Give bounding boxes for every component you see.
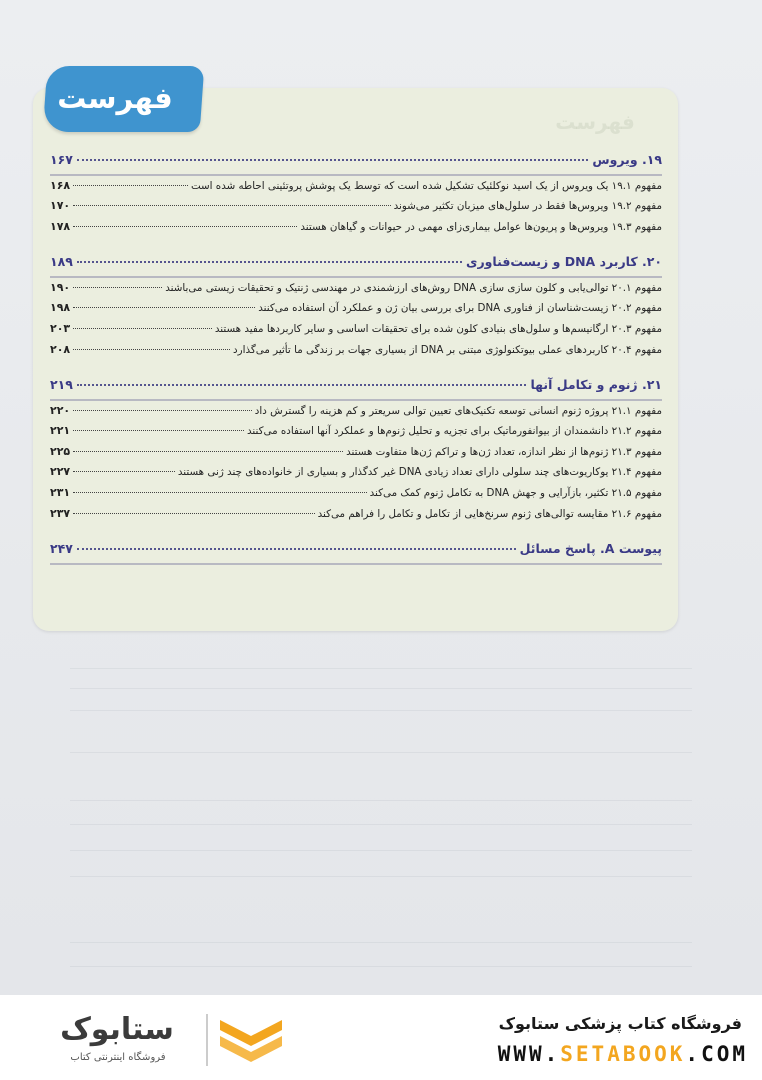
toc-entry[interactable] bbox=[50, 343, 662, 364]
entry-page-number: ۲۲۵ bbox=[50, 444, 71, 458]
url-prefix: WWW. bbox=[497, 1042, 561, 1066]
chapter-heading[interactable] bbox=[50, 541, 662, 561]
entry-title: مفهوم ۲۰.۲ زیست‌شناسان از فناوری DNA برای بررسی بیان ژن و عملکرد آن استفاده می‌کنند bbox=[258, 302, 662, 315]
entry-page-number: ۲۰۳ bbox=[50, 321, 71, 335]
entry-page-number: ۱۹۸ bbox=[50, 301, 71, 315]
chapter-gap bbox=[50, 363, 662, 373]
toc-entry[interactable] bbox=[50, 199, 662, 220]
store-logo[interactable] bbox=[28, 1010, 290, 1072]
entry-title: مفهوم ۲۰.۱ توالی‌یابی و کلون سازی سازی DNA روش‌های ارزشمندی در مهندسی ژنتیک و تحقیقات زیستی می‌باشند bbox=[165, 281, 662, 294]
chapter-divider bbox=[50, 276, 662, 278]
toc-title: فهرست bbox=[57, 81, 173, 115]
toc-watermark-title: فهرست bbox=[555, 110, 635, 134]
chapter-page-number: ۱۶۷ bbox=[50, 152, 73, 167]
toc-entry[interactable] bbox=[50, 486, 662, 507]
dot-leader bbox=[73, 328, 212, 329]
chapter-page-number: ۱۸۹ bbox=[50, 254, 73, 270]
entry-page-number: ۱۷۸ bbox=[50, 219, 71, 233]
entry-title: مفهوم ۲۰.۳ ارگانیسم‌ها و سلول‌های بنیادی کلون شده برای تحقیقات اساسی و سایر کاربردها مفید هستند bbox=[214, 322, 662, 335]
chapter-gap bbox=[50, 240, 662, 250]
chapter-divider bbox=[50, 563, 662, 565]
entry-title: مفهوم ۲۱.۳ ژنوم‌ها از نظر اندازه، تعداد ژن‌ها و تراکم ژن‌ها متفاوت هستند bbox=[346, 445, 662, 458]
chapter-title: ۱۹. ویروس bbox=[592, 152, 662, 167]
chapter-title: پیوست A. پاسخ مسائل bbox=[519, 541, 662, 557]
toc-entry[interactable] bbox=[50, 322, 662, 343]
entry-page-number: ۲۲۰ bbox=[50, 403, 71, 417]
url-suffix: .COM bbox=[685, 1042, 748, 1066]
entry-title: مفهوم ۱۹.۳ ویروس‌ها و پریون‌ها عوامل بیماری‌زای مهمی در حیوانات و گیاهان هستند bbox=[300, 220, 662, 233]
store-url-link[interactable] bbox=[498, 1042, 748, 1066]
toc-entry[interactable] bbox=[50, 465, 662, 486]
toc-entry[interactable] bbox=[50, 445, 662, 466]
dot-leader bbox=[73, 205, 390, 206]
logo-wordmark: ستابوک bbox=[60, 1012, 174, 1047]
toc-entry[interactable] bbox=[50, 281, 662, 302]
chapter-title: ۲۱. ژنوم و تکامل آنها bbox=[530, 377, 662, 393]
entry-title: مفهوم ۲۱.۲ دانشمندان از بیوانفورماتیک برای تجزیه و تحلیل ژنوم‌ها و عملکرد آنها استفاده می‌کنند bbox=[247, 425, 662, 438]
store-name: فروشگاه کتاب پزشکی ستابوک bbox=[498, 1014, 742, 1033]
chapter-heading[interactable] bbox=[50, 254, 662, 274]
chapter-divider bbox=[50, 174, 662, 176]
toc-entry[interactable] bbox=[50, 424, 662, 445]
chapter-page-number: ۲۴۷ bbox=[50, 541, 73, 557]
entry-page-number: ۱۹۰ bbox=[50, 280, 71, 294]
dot-leader bbox=[73, 307, 255, 308]
toc-list bbox=[50, 148, 662, 568]
dot-leader bbox=[73, 471, 175, 472]
dot-leader bbox=[77, 384, 527, 386]
chapter-title: ۲۰. کاربرد DNA و زیست‌فناوری bbox=[466, 254, 662, 270]
entry-page-number: ۲۰۸ bbox=[50, 342, 71, 356]
dot-leader bbox=[73, 185, 188, 186]
toc-entry[interactable] bbox=[50, 404, 662, 425]
toc-entry[interactable] bbox=[50, 507, 662, 528]
dot-leader bbox=[73, 430, 244, 431]
entry-title: مفهوم ۱۹.۱ یک ویروس از یک اسید نوکلئیک تشکیل شده است که توسط یک پوشش پروتئینی احاطه شده است bbox=[190, 179, 662, 192]
entry-page-number: ۲۲۱ bbox=[50, 424, 71, 438]
logo-subtitle: فروشگاه اینترنتی کتاب bbox=[70, 1052, 166, 1063]
logo-divider bbox=[206, 1014, 208, 1066]
dot-leader bbox=[73, 349, 230, 350]
entry-title: مفهوم ۲۱.۴ یوکاریوت‌های چند سلولی دارای تعداد زیادی DNA غیر کدگذار و بسیاری از خانواده‌های چند ژنی هستند bbox=[177, 466, 662, 479]
chapter-heading[interactable] bbox=[50, 152, 662, 172]
url-brand: SETABOOK bbox=[560, 1042, 686, 1066]
entry-page-number: ۲۲۷ bbox=[50, 465, 71, 479]
dot-leader bbox=[73, 287, 162, 288]
dot-leader bbox=[77, 548, 516, 550]
entry-title: مفهوم ۲۱.۱ پروژه ژنوم انسانی توسعه تکنیک‌های تعیین توالی سریعتر و کم هزینه را گسترش داد bbox=[254, 404, 662, 417]
entry-page-number: ۲۳۱ bbox=[50, 486, 71, 500]
entry-page-number: ۲۳۷ bbox=[50, 506, 71, 520]
chapter-heading[interactable] bbox=[50, 377, 662, 397]
dot-leader bbox=[73, 451, 343, 452]
dot-leader bbox=[77, 159, 588, 161]
dot-leader bbox=[77, 261, 462, 263]
entry-title: مفهوم ۲۰.۴ کاربردهای عملی بیوتکنولوژی مبتنی بر DNA از بسیاری جهات بر زندگی ما تأثیر می‌گذارد bbox=[233, 343, 662, 356]
entry-title: مفهوم ۲۱.۵ تکثیر، بازآرایی و جهش DNA به تکامل ژنوم کمک می‌کند bbox=[369, 487, 662, 500]
entry-page-number: ۱۷۰ bbox=[50, 199, 71, 213]
toc-entry[interactable] bbox=[50, 220, 662, 241]
entry-title: مفهوم ۱۹.۲ ویروس‌ها فقط در سلول‌های میزبان تکثیر می‌شوند bbox=[393, 200, 662, 213]
chapter-divider bbox=[50, 399, 662, 401]
chapter-page-number: ۲۱۹ bbox=[50, 377, 73, 393]
entry-title: مفهوم ۲۱.۶ مقایسه توالی‌های ژنوم سرنخ‌هایی از تکامل و تکامل را فراهم می‌کند bbox=[317, 507, 662, 520]
dot-leader bbox=[73, 492, 366, 493]
logo-chevron-icon bbox=[216, 1012, 286, 1070]
toc-entry[interactable] bbox=[50, 301, 662, 322]
chapter-gap bbox=[50, 527, 662, 537]
toc-entry[interactable] bbox=[50, 179, 662, 200]
dot-leader bbox=[73, 410, 252, 411]
entry-page-number: ۱۶۸ bbox=[50, 178, 71, 192]
dot-leader bbox=[73, 226, 297, 227]
dot-leader bbox=[73, 513, 314, 514]
